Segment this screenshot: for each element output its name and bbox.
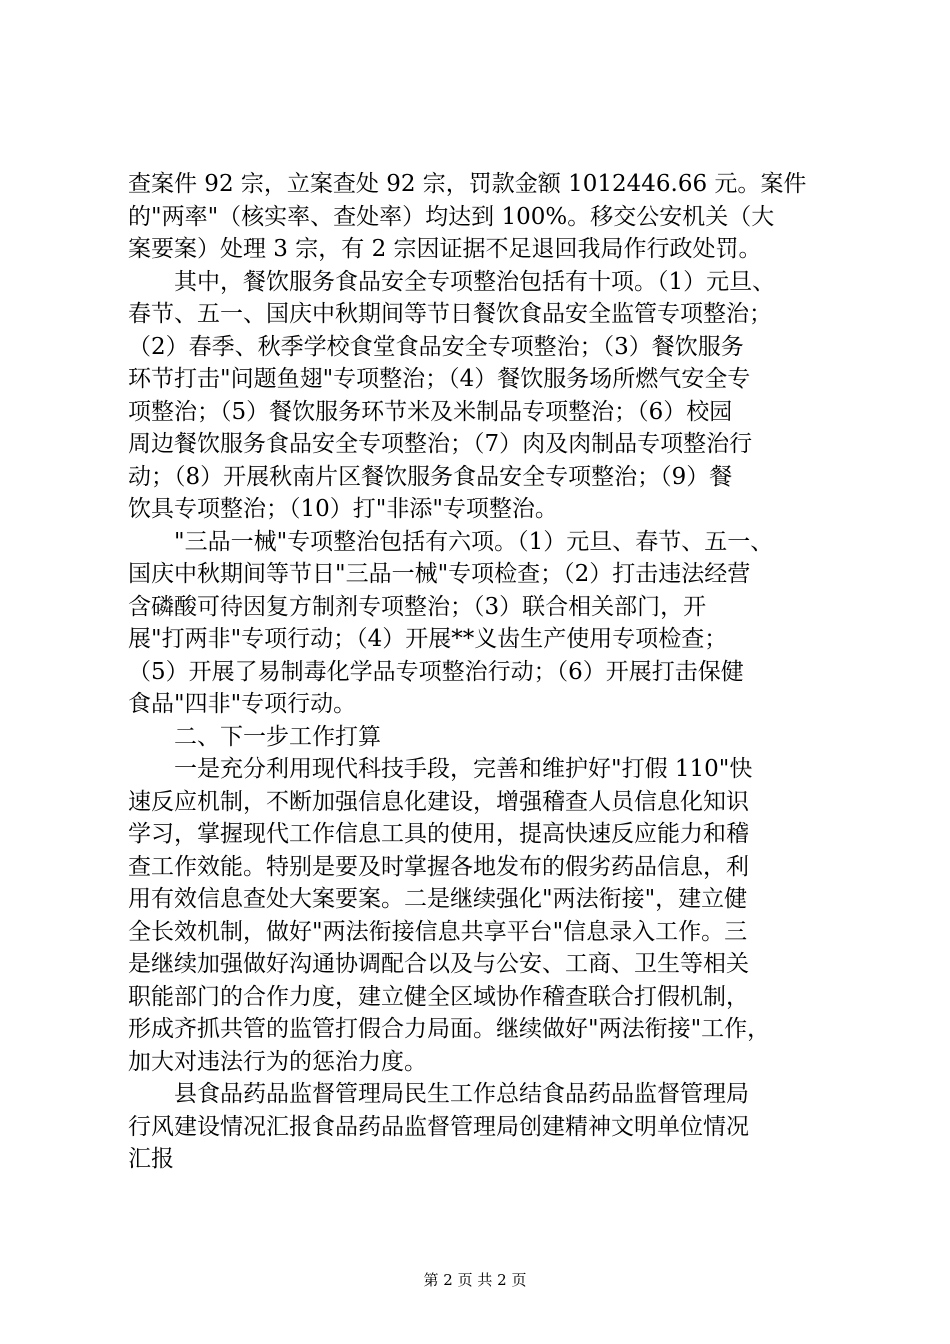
text-line: 展"打两非"专项行动；（4）开展**义齿生产使用专项检查； (128, 626, 728, 652)
text-line: 饮具专项整治；（10）打"非添"专项整治。 (128, 496, 558, 522)
text-line: 食品"四非"专项行动。 (128, 691, 357, 717)
section-heading: 二、下一步工作打算 (174, 723, 381, 750)
body-text (128, 168, 828, 1176)
paragraph-start-line: 一是充分利用现代科技手段，完善和维护好"打假 110"快 (174, 756, 753, 782)
text-line: 动；（8）开展秋南片区餐饮服务食品安全专项整治；（9）餐 (128, 463, 733, 490)
text-line: 的"两率"（核实率、查处率）均达到 100%。移交公安机关（大 (128, 203, 775, 230)
paragraph-start-line: 县食品药品监督管理局民生工作总结食品药品监督管理局 (174, 1081, 749, 1107)
text-line: 含磷酸可待因复方制剂专项整治；（3）联合相关部门，开 (128, 593, 707, 620)
text-line: 用有效信息查处大案要案。二是继续强化"两法衔接"，建立健 (128, 886, 748, 912)
text-line: （2）春季、秋季学校食堂食品安全专项整治；（3）餐饮服务 (128, 333, 744, 360)
text-line: 学习，掌握现代工作信息工具的使用，提高快速反应能力和稽 (128, 821, 749, 847)
page-number-footer: 第 2 页 共 2 页 (423, 1271, 527, 1289)
text-line: 查案件 92 宗，立案查处 92 宗，罚款金额 1012446.66 元。案件 (128, 171, 807, 197)
text-line: 形成齐抓共管的监管打假合力局面。继续做好"两法衔接"工作， (128, 1016, 771, 1042)
text-line: （5）开展了易制毒化学品专项整治行动；（6）开展打击保健 (128, 658, 744, 685)
text-line: 春节、五一、国庆中秋期间等节日餐饮食品安全监管专项整治； (128, 301, 772, 327)
text-line: 速反应机制，不断加强信息化建设，增强稽查人员信息化知识 (128, 788, 749, 815)
text-line: 是继续加强做好沟通协调配合以及与公安、工商、卫生等相关 (128, 951, 749, 977)
paragraph-start-line: "三品一械"专项整治包括有六项。（1）元旦、春节、五一、 (174, 528, 774, 555)
text-line: 案要案）处理 3 宗，有 2 宗因证据不足退回我局作行政处罚。 (128, 236, 762, 262)
text-line: 周边餐饮服务食品安全专项整治；（7）肉及肉制品专项整治行 (128, 431, 753, 457)
text-line: 全长效机制，做好"两法衔接信息共享平台"信息录入工作。三 (128, 918, 748, 945)
paragraph-start-line: 其中，餐饮服务食品安全专项整治包括有十项。（1）元旦、 (174, 268, 776, 295)
text-line: 行风建设情况汇报食品药品监督管理局创建精神文明单位情况 (128, 1113, 749, 1140)
text-line: 职能部门的合作力度，建立健全区域协作稽查联合打假机制， (128, 983, 749, 1010)
text-line: 环节打击"问题鱼翅"专项整治；（4）餐饮服务场所燃气安全专 (128, 366, 751, 392)
text-line: 项整治；（5）餐饮服务环节米及米制品专项整治；（6）校园 (128, 398, 733, 425)
text-line: 查工作效能。特别是要及时掌握各地发布的假劣药品信息，利 (128, 853, 749, 880)
text-line: 加大对违法行为的惩治力度。 (128, 1048, 427, 1075)
text-line: 国庆中秋期间等节日"三品一械"专项检查；（2）打击违法经营 (128, 561, 751, 587)
text-line: 汇报 (128, 1146, 174, 1172)
